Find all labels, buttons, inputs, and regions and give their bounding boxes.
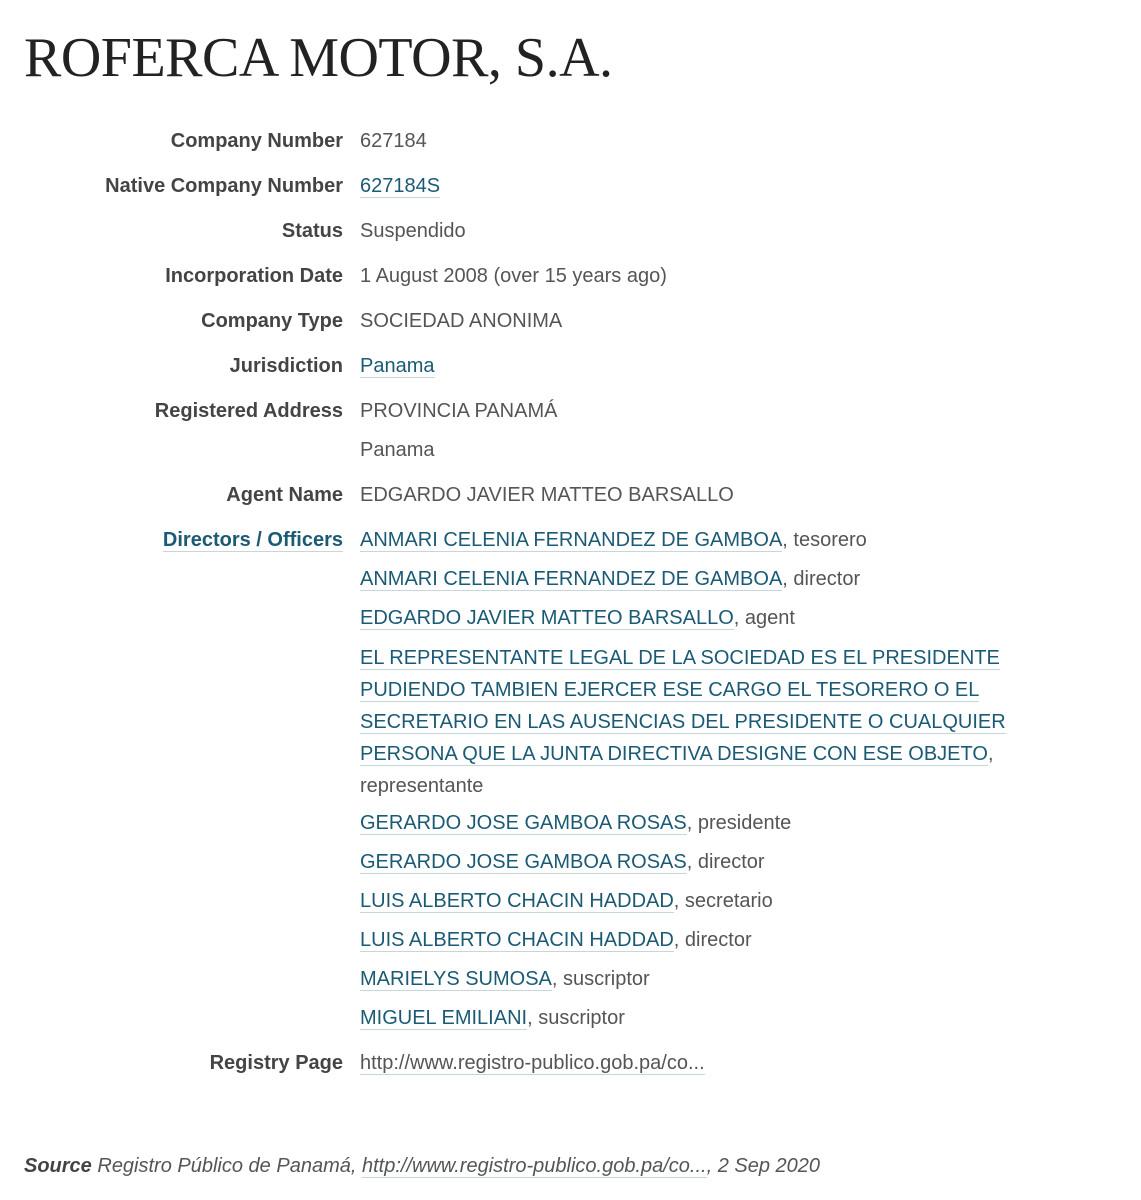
officer-role: , agent: [733, 607, 795, 629]
directors-officers-row: [0, 521, 1141, 1038]
officer-name-link[interactable]: MIGUEL EMILIANI: [360, 1007, 528, 1029]
officer-item: [360, 960, 1100, 999]
registry-page-link[interactable]: http://www.registro-publico.gob.pa/co...: [360, 1052, 705, 1074]
officer-item: [360, 999, 1100, 1038]
officer-role: , suscriptor: [527, 1007, 625, 1029]
source-text: Registro Público de Panamá,: [91, 1155, 362, 1177]
officer-role: , director: [686, 851, 765, 873]
address-line-1: PROVINCIA PANAMÁ: [360, 400, 558, 422]
incorporation-date-label: Incorporation Date: [165, 265, 343, 287]
officer-name-link[interactable]: EL REPRESENTANTE LEGAL DE LA SOCIEDAD ES EL PRESIDENTE: [360, 647, 1000, 669]
officer-item: [360, 638, 1100, 804]
officer-name-link[interactable]: ANMARI CELENIA FERNANDEZ DE GAMBOA: [360, 529, 783, 551]
officer-name-link[interactable]: LUIS ALBERTO CHACIN HADDAD: [360, 890, 674, 912]
company-attributes: [0, 122, 1141, 1089]
registry-page-row: [0, 1044, 1141, 1083]
incorporation-date-value: 1 August 2008 (over 15 years ago): [360, 265, 667, 287]
company-title: ROFERCA MOTOR, S.A.: [24, 27, 613, 89]
native-company-number-row: [0, 167, 1141, 206]
status-label: Status: [281, 220, 343, 242]
directors-officers-link[interactable]: Directors / Officers: [162, 529, 343, 551]
officer-name-link[interactable]: MARIELYS SUMOSA: [360, 968, 552, 990]
jurisdiction-link[interactable]: Panama: [360, 355, 435, 377]
native-company-number-value: [360, 167, 1100, 206]
jurisdiction-value: [360, 347, 1100, 386]
officer-role: , suscriptor: [551, 968, 650, 990]
company-type-label: Company Type: [201, 310, 343, 332]
officer-item: [360, 560, 1100, 599]
officer-name-link[interactable]: PUDIENDO TAMBIEN EJERCER ESE CARGO EL TESORERO O EL: [360, 679, 980, 701]
source-attribution: [24, 1151, 820, 1181]
agent-name-row: [0, 476, 1141, 515]
officer-item: [360, 843, 1100, 882]
officer-role: , presidente: [686, 812, 792, 834]
registry-page-value: [360, 1044, 1100, 1083]
officer-item: [360, 804, 1100, 843]
status-row: [0, 212, 1141, 251]
directors-officers-label[interactable]: [0, 521, 343, 1038]
native-company-number-label: Native Company Number: [105, 175, 343, 197]
company-type-value: SOCIEDAD ANONIMA: [360, 310, 563, 332]
officer-name-link[interactable]: SECRETARIO EN LAS AUSENCIAS DEL PRESIDENTE O CUALQUIER: [360, 711, 1006, 733]
status-value: Suspendido: [360, 220, 466, 242]
company-number-value: 627184: [360, 130, 427, 152]
company-type-row: [0, 302, 1141, 341]
native-company-number-link[interactable]: 627184S: [360, 175, 441, 197]
officer-role-separator: ,: [987, 743, 994, 765]
officer-item: [360, 521, 1100, 560]
registered-address-value: [360, 392, 1100, 470]
officer-item: [360, 882, 1100, 921]
address-line-2: Panama: [360, 439, 435, 461]
officer-name-link[interactable]: GERARDO JOSE GAMBOA ROSAS: [360, 812, 687, 834]
agent-name-value: EDGARDO JAVIER MATTEO BARSALLO: [360, 484, 734, 506]
officer-role: representante: [360, 775, 484, 797]
officer-role: , director: [782, 568, 861, 590]
officer-name-link[interactable]: EDGARDO JAVIER MATTEO BARSALLO: [360, 607, 734, 629]
officer-item: [360, 921, 1100, 960]
officer-role: , secretario: [673, 890, 773, 912]
officers-list: [360, 521, 1100, 1038]
source-label: Source: [24, 1155, 92, 1177]
source-link[interactable]: http://www.registro-publico.gob.pa/co...: [361, 1155, 707, 1177]
company-number-label: Company Number: [170, 130, 343, 152]
officer-name-link[interactable]: ANMARI CELENIA FERNANDEZ DE GAMBOA: [360, 568, 783, 590]
officer-name-link[interactable]: GERARDO JOSE GAMBOA ROSAS: [360, 851, 687, 873]
agent-name-label: Agent Name: [226, 484, 343, 506]
officer-item: [360, 599, 1100, 638]
officer-name-link[interactable]: LUIS ALBERTO CHACIN HADDAD: [360, 929, 674, 951]
jurisdiction-label: Jurisdiction: [229, 355, 343, 377]
jurisdiction-row: [0, 347, 1141, 386]
officer-name-link[interactable]: PERSONA QUE LA JUNTA DIRECTIVA DESIGNE CON ESE OBJETO: [360, 743, 988, 765]
company-number-row: [0, 122, 1141, 161]
registered-address-label: Registered Address: [154, 400, 343, 422]
source-date: , 2 Sep 2020: [706, 1155, 821, 1177]
registered-address-row: [0, 392, 1141, 470]
officer-role: , tesorero: [782, 529, 867, 551]
registry-page-label: Registry Page: [209, 1052, 343, 1074]
incorporation-date-row: [0, 257, 1141, 296]
officer-role: , director: [673, 929, 752, 951]
